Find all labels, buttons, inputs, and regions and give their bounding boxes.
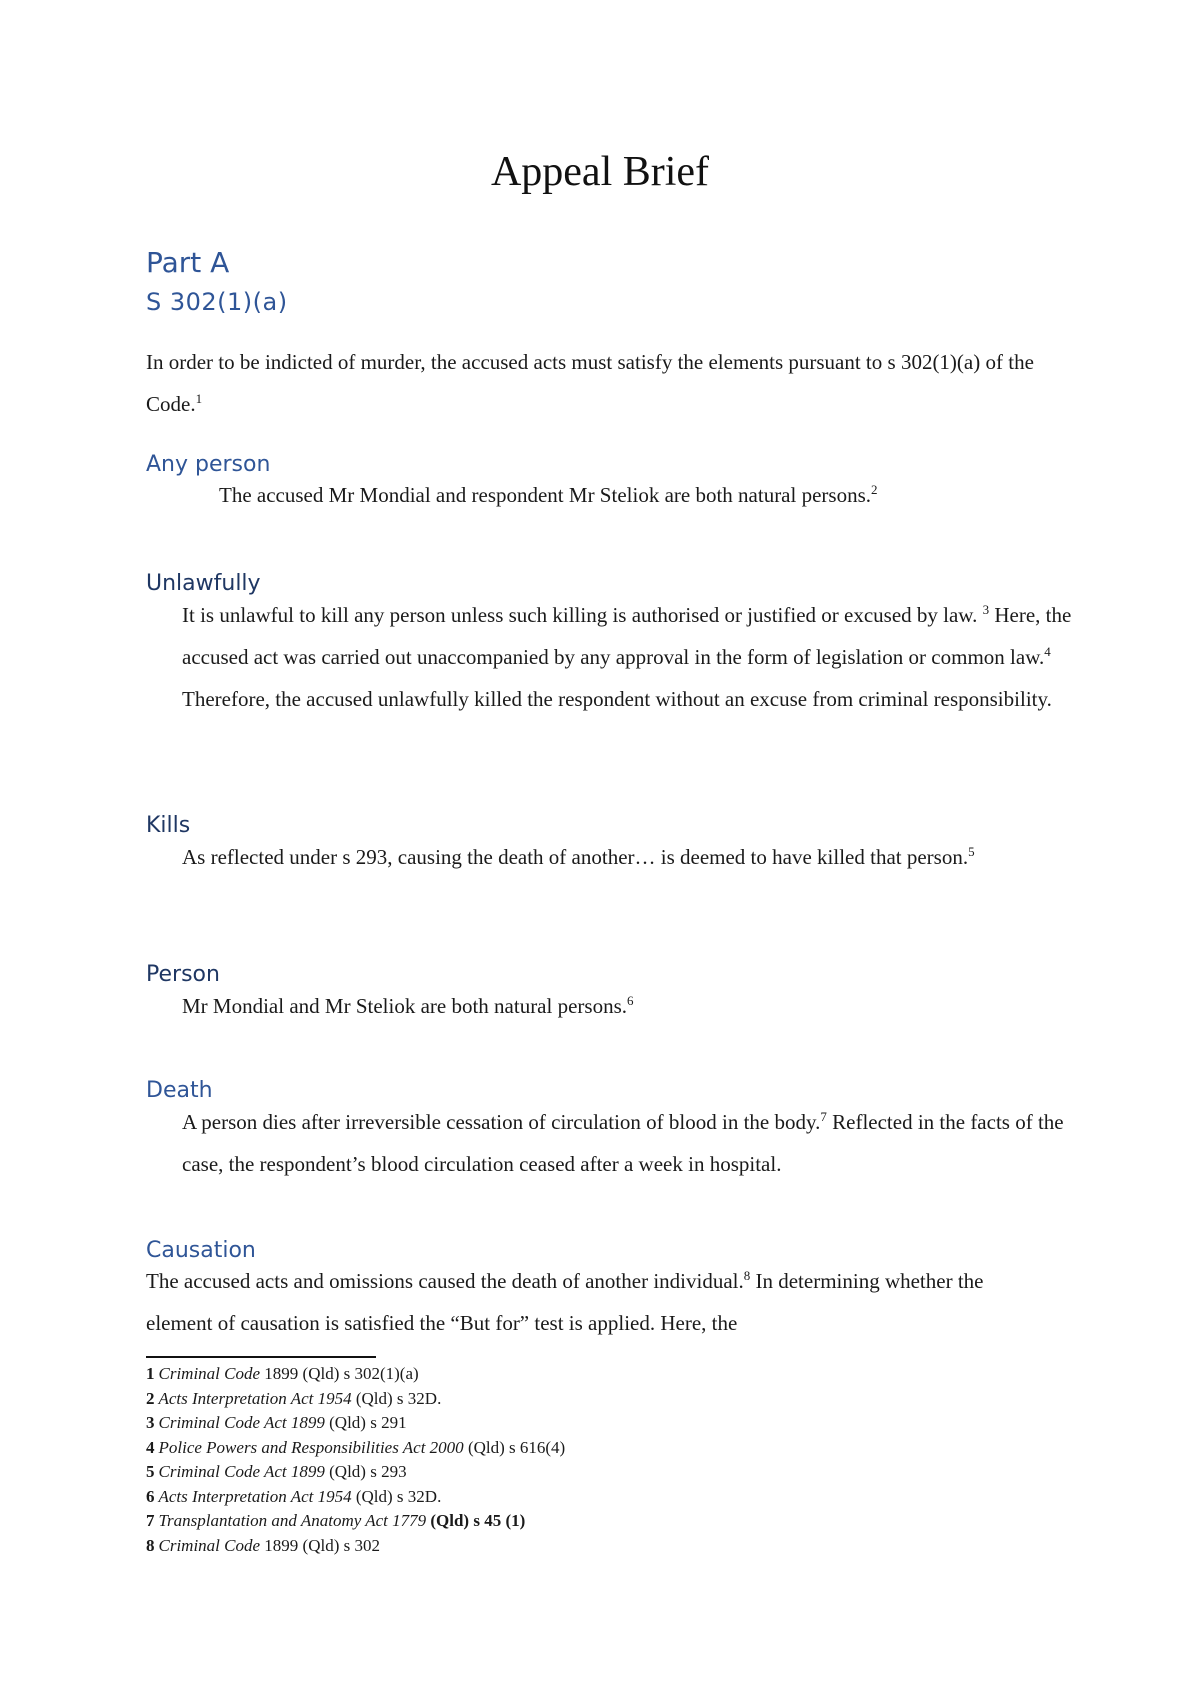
part-heading: Part A xyxy=(146,246,230,279)
death-text-1: A person dies after irreversible cessation of circulation of blood in the body. xyxy=(182,1110,821,1134)
heading-kills: Kills xyxy=(146,813,191,838)
person-text: Mr Mondial and Mr Steliok are both natural persons. xyxy=(182,994,627,1018)
death-paragraph xyxy=(182,1101,1072,1185)
any-person-paragraph xyxy=(219,474,1069,516)
heading-any-person: Any person xyxy=(146,452,271,477)
unlawfully-text-1: It is unlawful to kill any person unless such killing is authorised or justified or excused by law. xyxy=(182,603,978,627)
footnote-8: 8 Criminal Code 1899 (Qld) s 302 xyxy=(146,1535,380,1555)
footnote-ref: 2 xyxy=(871,482,878,497)
unlawfully-text-2: Here, the accused act was carried out unaccompanied by any approval in the form of legislation or common law. xyxy=(182,603,1072,669)
footnote-ref: 1 xyxy=(195,391,203,406)
document-title: Appeal Brief xyxy=(490,149,710,195)
footnote-ref: 5 xyxy=(968,844,975,859)
footnote-3: 3 Criminal Code Act 1899 (Qld) s 291 xyxy=(146,1413,407,1432)
footnote-ref: 6 xyxy=(627,993,634,1008)
footnote-6: 6 Acts Interpretation Act 1954 (Qld) s 32D. xyxy=(146,1486,442,1506)
footnote-7: 7 Transplantation and Anatomy Act 1779 (Qld) s 45 (1) xyxy=(146,1511,526,1530)
intro-text: In order to be indicted of murder, the accused acts must satisfy the elements pursuant to s 302(1)(a) of the Code. xyxy=(146,350,1034,416)
footnote-ref: 3 xyxy=(982,602,990,617)
footnote-1: 1 Criminal Code 1899 (Qld) s 302(1)(a) xyxy=(146,1364,419,1383)
death-text-2: Reflected in the facts of the case, the respondent’s blood circulation ceased after a week in hospital. xyxy=(182,1110,1064,1176)
footnote-2: 2 Acts Interpretation Act 1954 (Qld) s 32D. xyxy=(146,1388,442,1408)
causation-text-1: The accused acts and omissions caused the death of another individual. xyxy=(146,1269,744,1293)
kills-text: As reflected under s 293, causing the death of another… is deemed to have killed that person. xyxy=(182,845,969,869)
person-paragraph xyxy=(182,985,1052,1027)
footnote-ref: 7 xyxy=(820,1109,827,1124)
heading-person: Person xyxy=(146,962,220,987)
heading-death: Death xyxy=(146,1078,213,1103)
intro-paragraph xyxy=(146,341,1046,425)
section-subheading: S 302(1)(a) xyxy=(146,288,288,316)
any-person-text: The accused Mr Mondial and respondent Mr Steliok are both natural persons. xyxy=(219,483,871,507)
unlawfully-paragraph xyxy=(182,594,1072,720)
footnote-list xyxy=(146,1362,1046,1558)
footnote-ref: 4 xyxy=(1044,644,1051,659)
causation-text-2: In determining whether the element of causation is satisfied the “But for” test is applied. Here, the xyxy=(146,1269,984,1335)
unlawfully-text-3: Therefore, the accused unlawfully killed the respondent without an excuse from criminal responsibility. xyxy=(182,687,1052,711)
kills-paragraph xyxy=(182,836,1052,878)
causation-paragraph xyxy=(146,1260,1046,1344)
footnote-5: 5 Criminal Code Act 1899 (Qld) s 293 xyxy=(146,1462,407,1481)
footnote-ref: 8 xyxy=(743,1268,751,1283)
footnote-separator xyxy=(146,1356,376,1358)
heading-causation: Causation xyxy=(146,1238,256,1263)
footnote-4: 4 Police Powers and Responsibilities Act 2000 (Qld) s 616(4) xyxy=(146,1437,566,1457)
heading-unlawfully: Unlawfully xyxy=(146,571,261,596)
